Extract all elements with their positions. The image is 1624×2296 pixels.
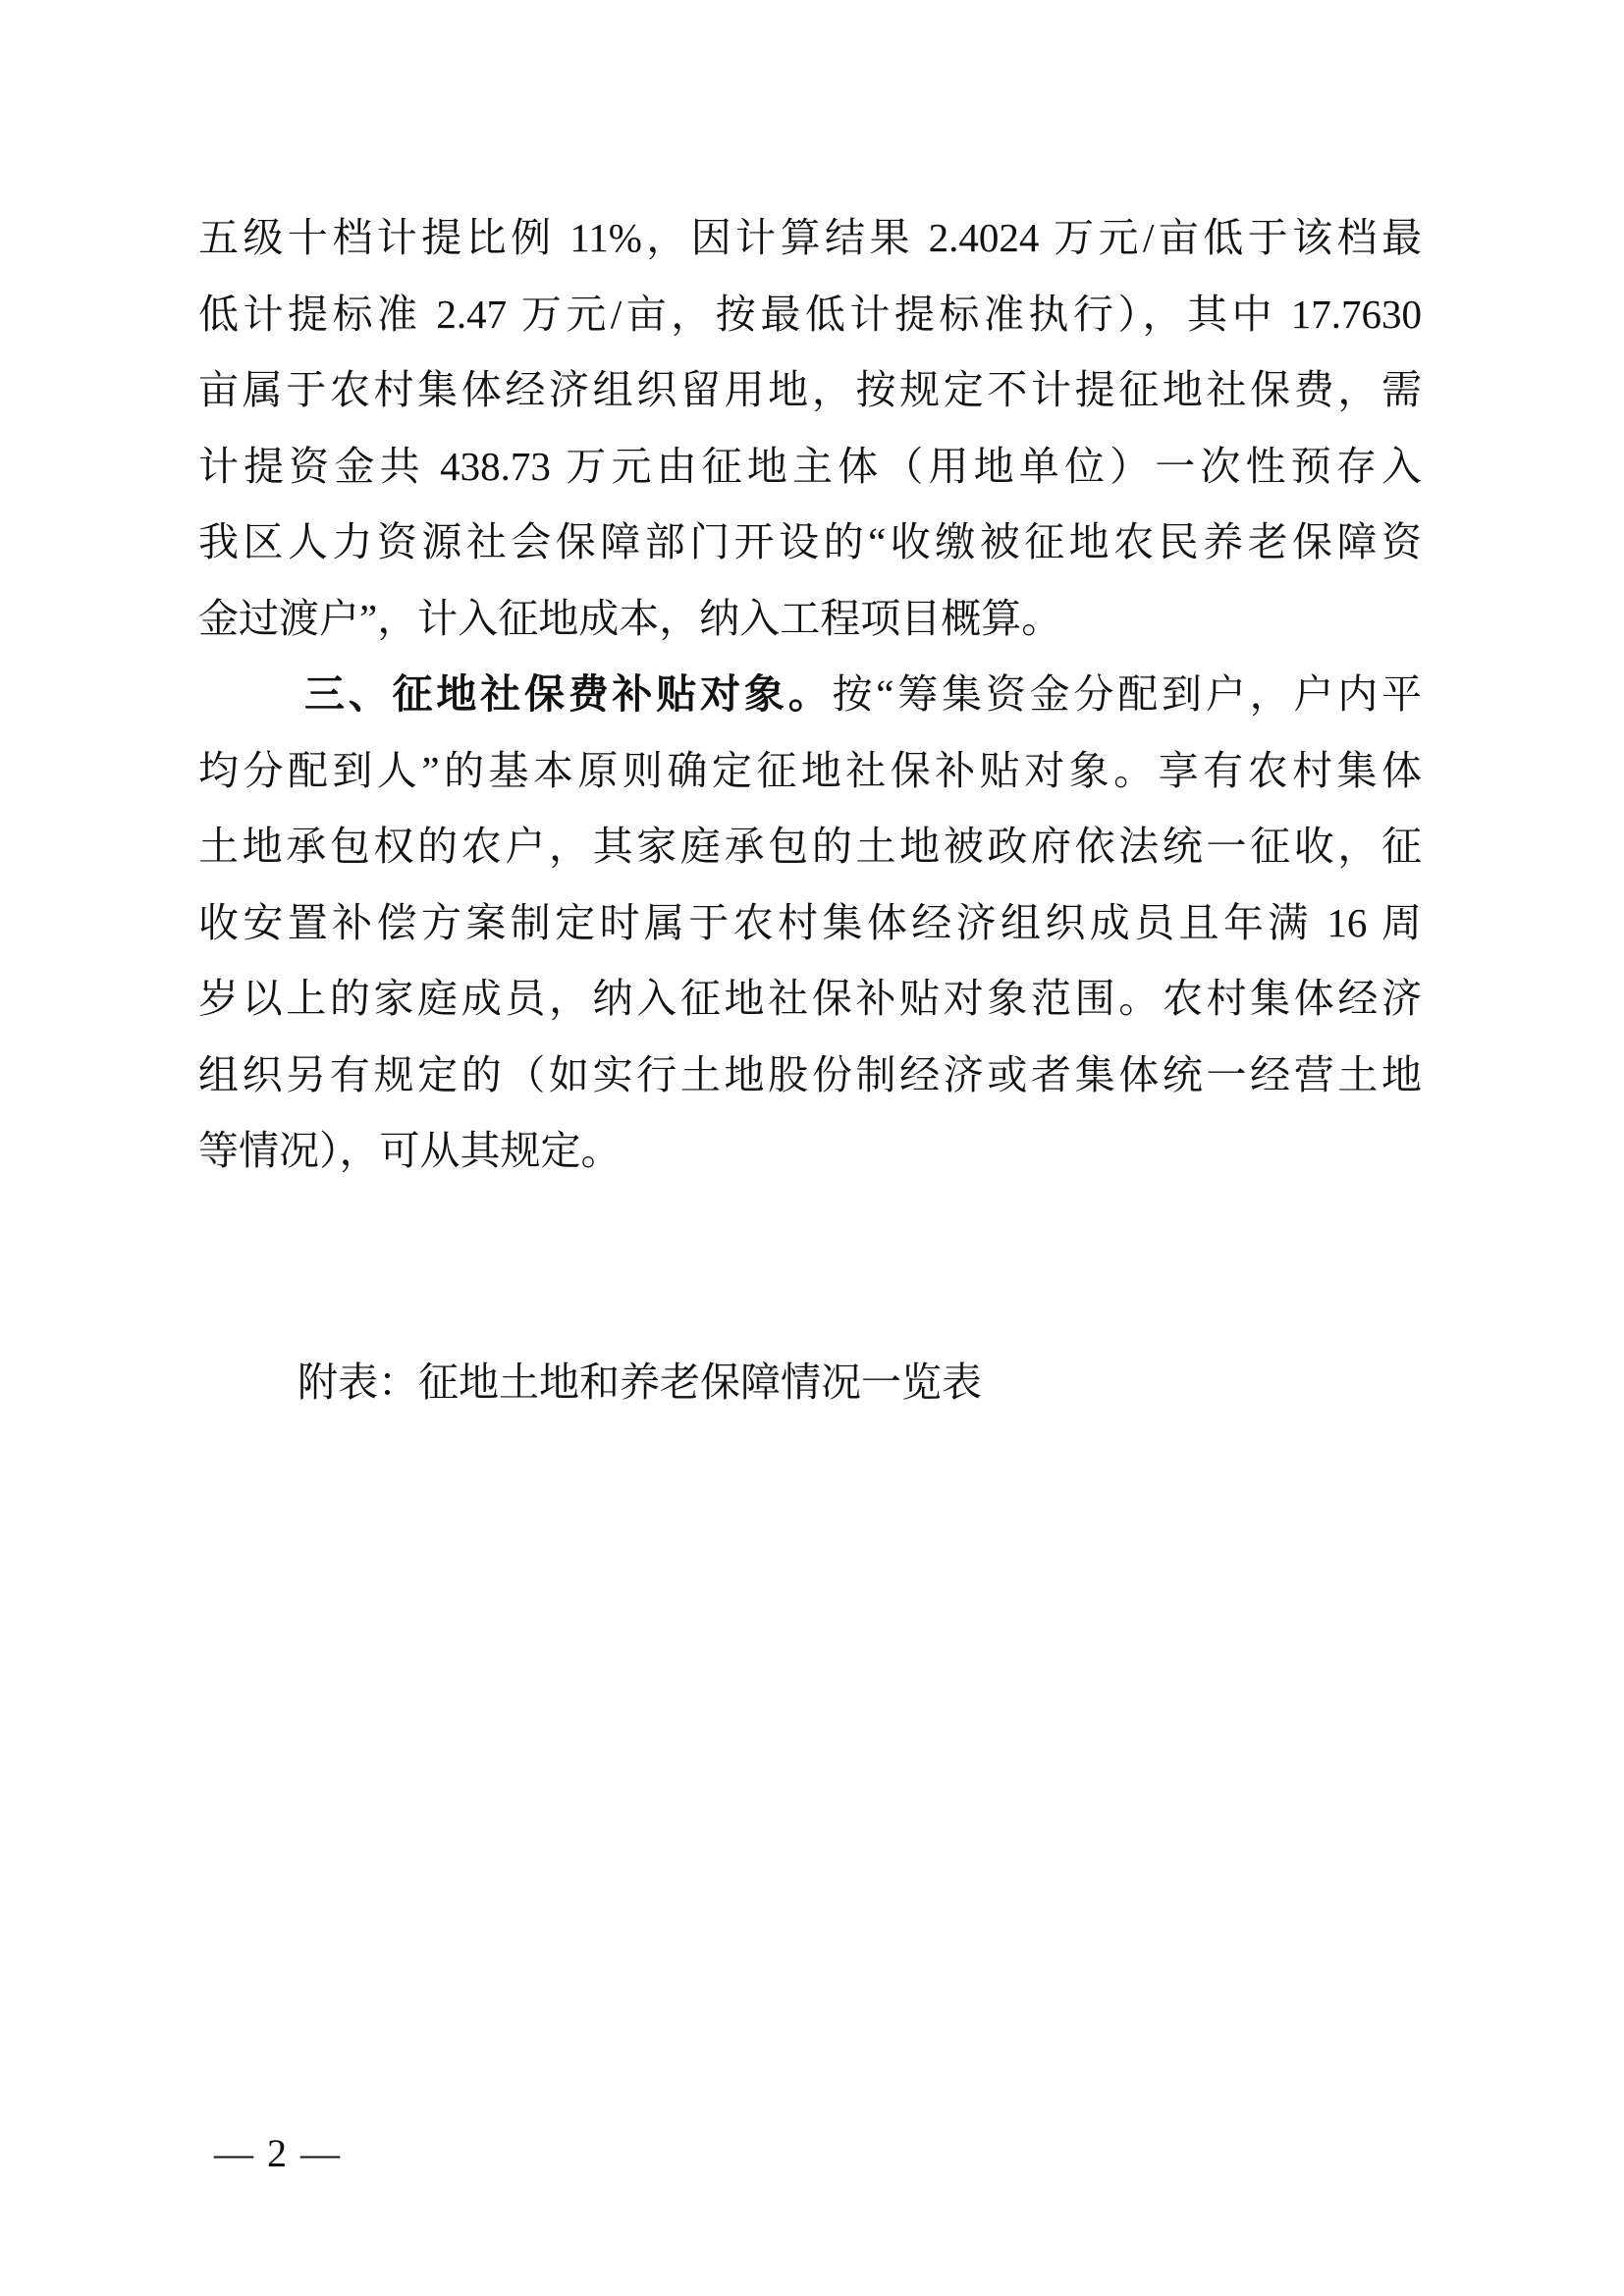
section-heading-rest: 按“筹集资金分配到户，户内平	[832, 671, 1423, 717]
paragraph-line: 等情况），可从其规定。	[198, 1128, 622, 1173]
paragraph-line: 岁以上的家庭成员，纳入征地社保补贴对象范围。农村集体经济	[198, 976, 1422, 1021]
paragraph-line: 亩属于农村集体经济组织留用地，按规定不计提征地社保费，需	[198, 367, 1422, 412]
paragraph-line: 我区人力资源社会保障部门开设的“收缴被征地农民养老保障资	[198, 519, 1422, 564]
paragraph-line: 低计提标准 2.47 万元/亩，按最低计提标准执行），其中 17.7630	[198, 291, 1422, 337]
section-heading: 三、征地社保费补贴对象。	[304, 671, 833, 717]
paragraph-line: 计提资金共 438.73 万元由征地主体（用地单位）一次性预存入	[198, 443, 1422, 489]
paragraph-line: 均分配到人”的基本原则确定征地社保补贴对象。享有农村集体	[198, 747, 1422, 793]
paragraph-line: 收安置补偿方案制定时属于农村集体经济组织成员且年满 16 周	[198, 899, 1422, 945]
page-number: — 2 —	[214, 2131, 342, 2175]
paragraph-line: 金过渡户”，计入征地成本，纳入工程项目概算。	[198, 595, 1062, 641]
paragraph-line: 组织另有规定的（如实行土地股份制经济或者集体统一经营土地	[198, 1051, 1422, 1097]
paragraph-line: 土地承包权的农户，其家庭承包的土地被政府依法统一征收，征	[198, 824, 1422, 869]
document-body	[198, 200, 1422, 1190]
attachment-line: 附表：征地土地和养老保障情况一览表	[298, 1360, 982, 1405]
section-heading-line	[198, 657, 1422, 733]
paragraph-line: 五级十档计提比例 11%，因计算结果 2.4024 万元/亩低于该档最	[198, 215, 1422, 260]
